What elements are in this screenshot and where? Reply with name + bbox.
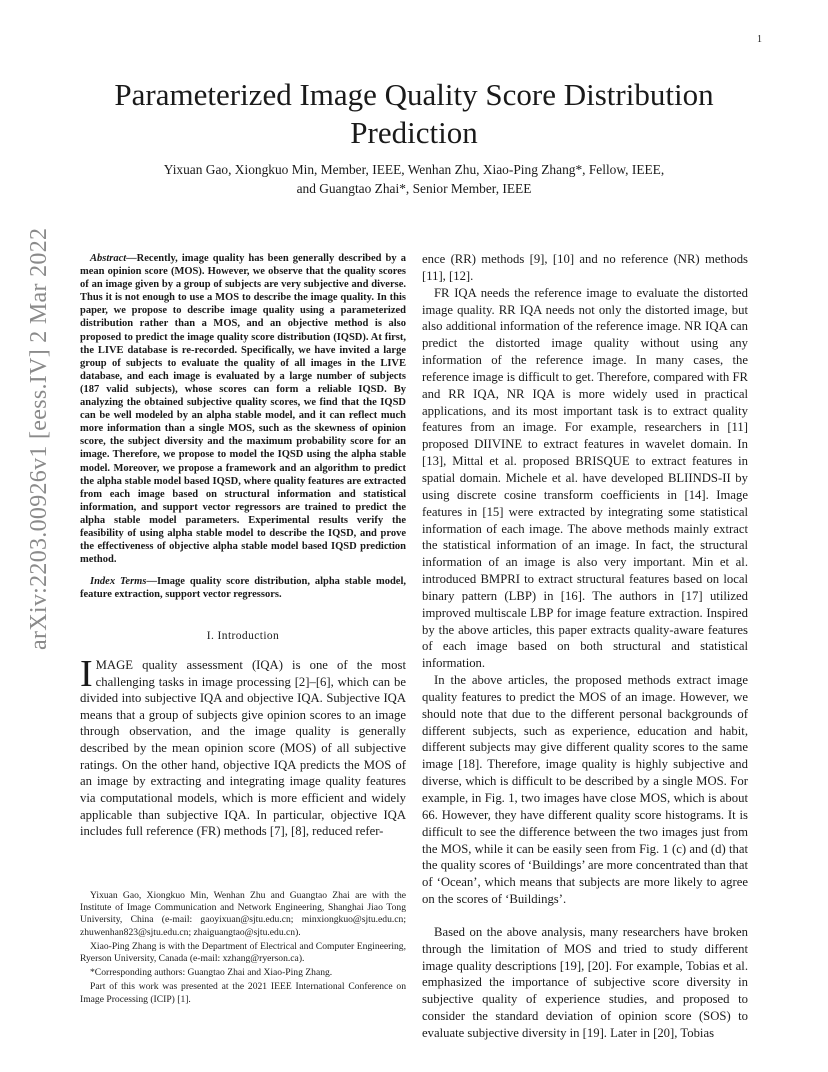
paragraph-diversity: In the above articles, the proposed methods extract image quality features to predict the MOS of an image. However, we should note that due to the different personal backgrounds of different subjects, such as experience, education and habit, different subjects may give different quality scores to the same image [18]. Therefore, image quality is highly subjective and diverse, which is difficult to be described by a single MOS. For example, in Fig. 1, two images have close MOS, which is about 66. However, they have different quality score histograms. It is difficult to see the difference between the two images just from the MOS, while it can be easily seen from Fig. 1 (c) and (d) that the quality scores of ‘Buildings’ are more concentrated than that of ‘Ocean’, which means that subjects are more likely to agree on the scores of ‘Buildings’. xyxy=(422,673,748,907)
footnote-corresponding: *Corresponding authors: Guangtao Zhai and Xiao-Ping Zhang. xyxy=(90,967,333,979)
intro-text: MAGE quality assessment (IQA) is one of the most challenging tasks in image processing [2]–[6], which can be divided into subjective IQA and objective IQA. Subjective IQA means that a group of subjects give opinion scores to an image through observation, and the image quality is generally described by the mean opinion score (MOS) of all subjective ratings. On the other hand, objective IQA predicts the MOS of an image by extracting and integrating image quality features via computational models, which is more efficient and widely applicable than subjective IQA. In particular, objective IQA includes full reference (FR) methods [7], [8], reduced refer- xyxy=(80,657,406,839)
section-heading: I. Introduction xyxy=(206,630,280,643)
abstract-text: —Recently, image quality has been generally described by a mean opinion score (MOS). However, we observe that the quality scores of an image given by a group of subjects are very subjective and diverse. Thus it is not enough to use a MOS to describe the image quality. In this paper, we propose to describe image quality using a parameterized distribution rather than a MOS, and an objective method is also proposed to predict the image quality score distribution (IQSD). At first, the LIVE database is re-recorded. Specifically, we have invited a large group of subjects to evaluate the quality of all images in the LIVE database, and each image is evaluated by a large number of subjects (187 valid subjects), whose scores can form a reliable IQSD. By analyzing the obtained subjective quality scores, we find that the IQSD can be well modeled by an alpha stable model, and it can reflect much more information than a single MOS, such as the skewness of opinion score, the subject diversity and the maximum probability score for an image. Therefore, we propose to model the IQSD using the alpha stable model. Moreover, we propose a framework and an algorithm to predict the alpha stable model based IQSD, where quality features are extracted from each image based on structural information and statistical information, and support vector regressors are trained to predict the alpha stable model parameters. Experimental results verify the feasibility of using alpha stable model to describe the IQSD, and prove the effectiveness of objective alpha stable model based IQSD prediction method. xyxy=(80,253,406,566)
abstract xyxy=(80,252,406,566)
abstract-lead: Abstract xyxy=(90,253,127,264)
drop-cap: I xyxy=(80,652,93,695)
paragraph-gap xyxy=(422,908,748,924)
page-number: 1 xyxy=(757,34,762,45)
authors-line-1: Yixuan Gao, Xiongkuo Min, Member, IEEE, Wenhan Zhu, Xiao-Ping Zhang*, Fellow, IEEE, xyxy=(163,162,665,177)
index-terms xyxy=(80,575,406,601)
authors-line-2: and Guangtao Zhai*, Senior Member, IEEE xyxy=(296,181,532,196)
arxiv-id: arXiv:2203.00926v1 [eess.IV] 2 Mar 2022 xyxy=(26,227,52,650)
intro-paragraph xyxy=(80,652,406,840)
paragraph-continued: ence (RR) methods [9], [10] and no reference (NR) methods [11], [12]. xyxy=(422,252,748,283)
right-column xyxy=(422,251,748,1042)
footnote-zhang: Xiao-Ping Zhang is with the Department of Electrical and Computer Engineering, Ryerson University, Canada (e-mail: xzhang@ryerson.ca). xyxy=(80,940,406,965)
paper-title: Parameterized Image Quality Score Distribution Prediction xyxy=(114,77,714,150)
left-column xyxy=(80,252,406,840)
index-terms-text: —Image quality score distribution, alpha stable model, feature extraction, support vector regressors. xyxy=(80,576,406,601)
author-block xyxy=(80,160,748,198)
index-terms-lead: Index Terms xyxy=(90,576,147,588)
paragraph-nr-iqa: FR IQA needs the reference image to evaluate the distorted image quality. RR IQA needs not only the distorted image, but also additional information of the reference image. NR IQA can predict the distorted image quality without using any information of the reference image. In many cases, the reference image is difficult to get. Therefore, compared with FR and RR IQA, NR IQA is more widely used in practical applications, and its most important task is to extract quality features from an image. For example, researchers in [11] proposed DIIVINE to extract features in wavelet domain. In [13], Mittal et al. proposed BRISQUE to extract features in spatial domain. Michele et al. have developed BLIINDS-II by using discrete cosine transform coefficients in [14]. Image features in [15] were extracted by integrating some statistical information of each image. The above methods mainly extract the statistical information of an image. In fact, the structural information of an image is also very important. Min et al. introduced BMPRI to extract structural features based on local binary pattern (LBP) in [16]. The authors in [17] utilized improved multiscale LBP for image feature extraction. Inspired by the above articles, this paper extracts quality-aware features of each image based on both structural and statistical information. xyxy=(422,285,748,671)
footnotes xyxy=(80,890,406,1008)
footnote-icip: Part of this work was presented at the 2021 IEEE International Conference on Image Processing (ICIP) [1]. xyxy=(80,981,406,1005)
footnote-affiliations: Yixuan Gao, Xiongkuo Min, Wenhan Zhu and Guangtao Zhai are with the Institute of Image Communication and Network Engineering, Shanghai Jiao Tong University, China (e-mail: gaoyixuan@sjtu.edu.cn; minxiongkuo@sjtu.edu.cn; zhuwenhan823@sjtu.edu.cn; zhaiguangtao@sjtu.edu.cn). xyxy=(80,890,406,938)
paragraph-analysis: Based on the above analysis, many researchers have broken through the limitation of MOS and tried to study different image quality descriptions [19], [20]. For example, Tobias et al. emphasized the importance of subjective score diversity in subjective quality of experience studies, and proposed to consider the standard deviation of opinion score (SOS) to evaluate subjective diversity in [19]. Later in [20], Tobias xyxy=(422,924,748,1040)
